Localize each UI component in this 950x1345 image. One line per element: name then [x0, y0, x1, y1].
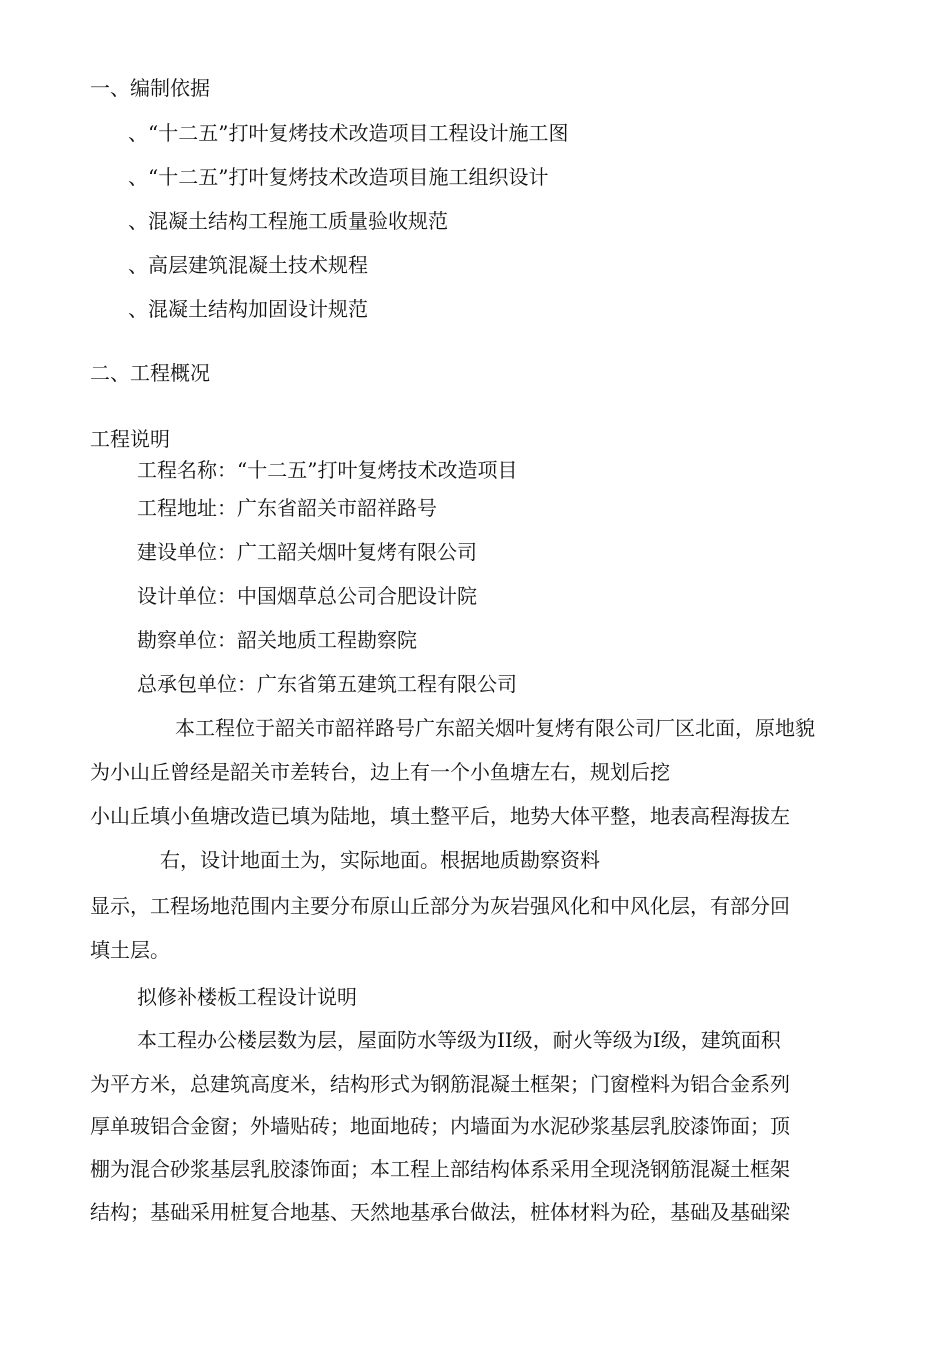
section-heading-basis: 一、编制依据: [90, 76, 210, 100]
project-info-line: 工程名称：“十二五”打叶复烤技术改造项目: [137, 458, 518, 482]
project-info-line: 勘察单位：韶关地质工程勘察院: [137, 628, 417, 652]
design-paragraph-line: 本工程办公楼层数为层，屋面防水等级为II级，耐火等级为I级，建筑面积: [137, 1028, 781, 1052]
design-paragraph-line: 为平方米，总建筑高度米，结构形式为钢筋混凝土框架；门窗樘料为铝合金系列: [90, 1072, 790, 1096]
basis-item: 、“十二五”打叶复烤技术改造项目工程设计施工图: [128, 121, 569, 145]
basis-item: 、混凝土结构加固设计规范: [128, 297, 368, 321]
basis-item: 、混凝土结构工程施工质量验收规范: [128, 209, 448, 233]
project-info-line: 总承包单位：广东省第五建筑工程有限公司: [137, 672, 517, 696]
basis-item: 、高层建筑混凝土技术规程: [128, 253, 368, 277]
site-paragraph-line: 填土层。: [90, 938, 170, 962]
project-info-line: 工程地址：广东省韶关市韶祥路号: [137, 496, 437, 520]
subheading-project-description: 工程说明: [90, 427, 170, 451]
basis-item: 、“十二五”打叶复烤技术改造项目施工组织设计: [128, 165, 549, 189]
design-paragraph-line: 结构；基础采用桩复合地基、天然地基承台做法，桩体材料为砼，基础及基础梁: [90, 1200, 790, 1224]
site-paragraph-line: 小山丘填小鱼塘改造已填为陆地，填土整平后，地势大体平整，地表高程海拔左: [90, 804, 790, 828]
project-info-line: 设计单位：中国烟草总公司合肥设计院: [137, 584, 477, 608]
site-paragraph-line: 本工程位于韶关市韶祥路号广东韶关烟叶复烤有限公司厂区北面，原地貌: [175, 716, 815, 740]
subheading-floor-repair: 拟修补楼板工程设计说明: [137, 985, 357, 1009]
design-paragraph-line: 棚为混合砂浆基层乳胶漆饰面；本工程上部结构体系采用全现浇钢筋混凝土框架: [90, 1157, 790, 1181]
site-paragraph-line: 显示，工程场地范围内主要分布原山丘部分为灰岩强风化和中风化层，有部分回: [90, 894, 790, 918]
design-paragraph-line: 厚单玻铝合金窗；外墙贴砖；地面地砖；内墙面为水泥砂浆基层乳胶漆饰面；顶: [90, 1114, 790, 1138]
project-info-line: 建设单位：广工韶关烟叶复烤有限公司: [137, 540, 477, 564]
site-paragraph-line: 为小山丘曾经是韶关市差转台，边上有一个小鱼塘左右，规划后挖: [90, 760, 670, 784]
site-paragraph-line: 右，设计地面土为，实际地面。根据地质勘察资料: [160, 848, 600, 872]
section-heading-overview: 二、工程概况: [90, 361, 210, 385]
